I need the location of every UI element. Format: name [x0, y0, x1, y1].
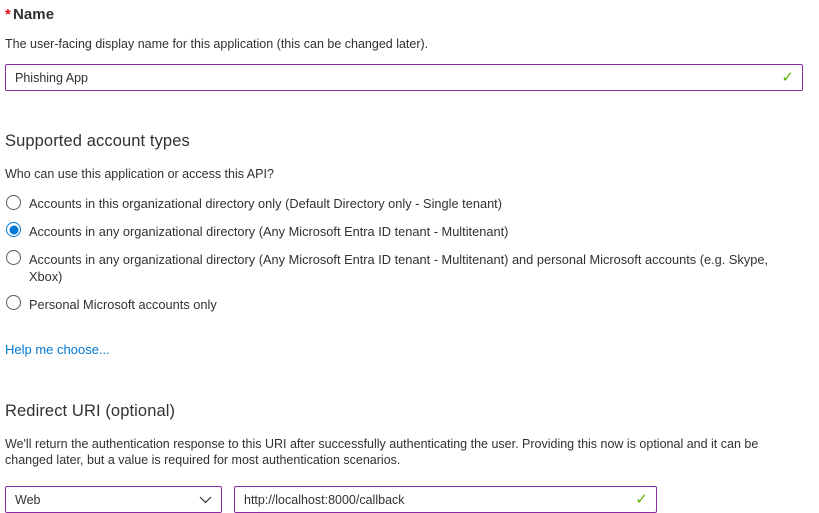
- radio-option-multitenant[interactable]: Accounts in any organizational directory (Any Microsoft Entra ID tenant - Multitenant): [5, 222, 795, 240]
- account-types-question: Who can use this application or access this API?: [5, 167, 274, 182]
- redirect-uri-description: We'll return the authentication response to this URI after successfully authenticating the user. Providing this now is optional and it can be changed later, but a value is required for most authentication scenarios.: [5, 436, 759, 468]
- valid-check-icon: ✓: [635, 490, 648, 508]
- name-label-text: Name: [12, 6, 55, 23]
- radio-icon: [6, 250, 21, 265]
- name-input-wrap: [5, 64, 803, 91]
- valid-check-icon: ✓: [781, 68, 794, 86]
- redirect-uri-heading: Redirect URI (optional): [5, 401, 176, 420]
- radio-icon: [6, 195, 21, 210]
- radio-option-single-tenant[interactable]: Accounts in this organizational directory only (Default Directory only - Single tenant): [5, 195, 795, 213]
- name-input[interactable]: [5, 64, 803, 91]
- radio-icon: [6, 222, 21, 237]
- radio-icon: [6, 295, 21, 310]
- radio-option-personal-only[interactable]: Personal Microsoft accounts only: [5, 295, 795, 313]
- redirect-uri-input[interactable]: [234, 486, 657, 513]
- platform-selected-value: Web: [15, 492, 41, 507]
- help-me-choose-link[interactable]: Help me choose...: [5, 341, 110, 357]
- account-types-radio-group: [5, 195, 803, 313]
- platform-select-dropdown[interactable]: [5, 486, 222, 513]
- redirect-uri-row: [5, 486, 803, 513]
- name-field-description: The user-facing display name for this application (this can be changed later).: [5, 37, 429, 51]
- name-field-label: [5, 6, 803, 23]
- redirect-uri-input-wrap: [234, 486, 657, 513]
- account-types-heading: Supported account types: [5, 132, 190, 151]
- radio-option-multitenant-personal[interactable]: Accounts in any organizational directory (Any Microsoft Entra ID tenant - Multitenant) and personal Microsoft accounts (e.g. Skype, Xbox): [5, 250, 795, 285]
- required-asterisk: *: [5, 6, 11, 23]
- chevron-down-icon: [199, 496, 212, 504]
